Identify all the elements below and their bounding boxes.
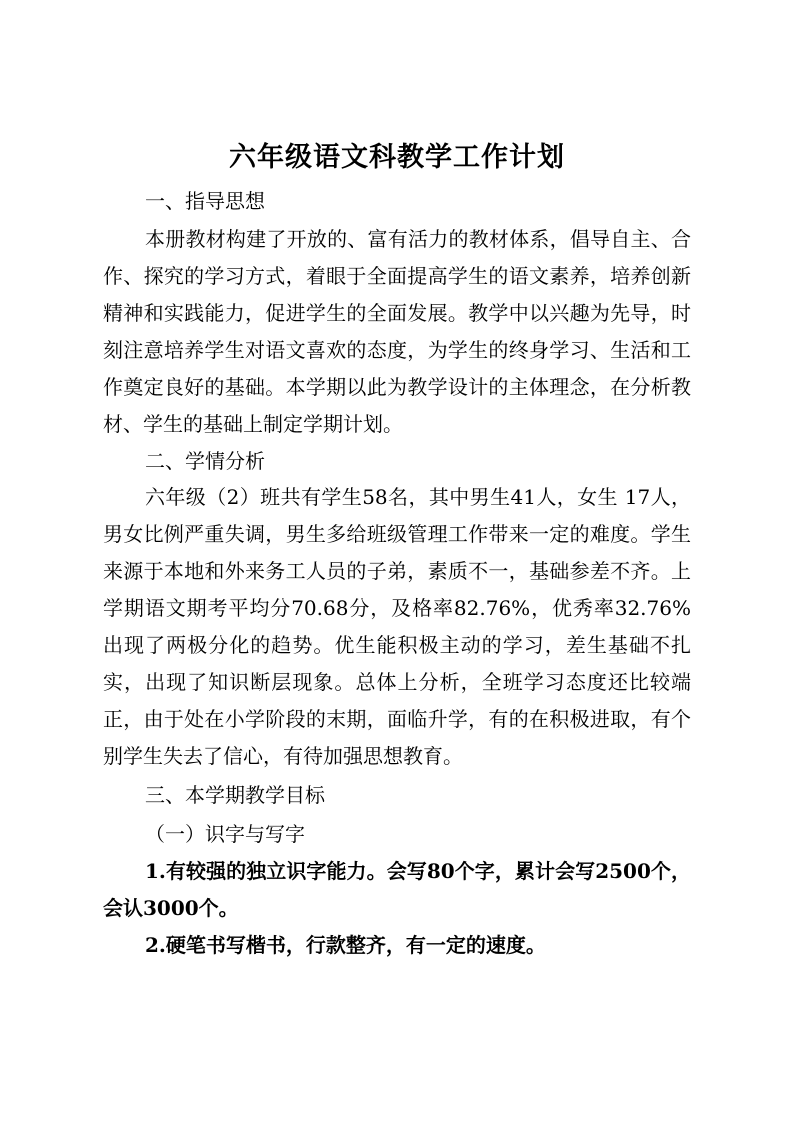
goal-item: 2.硬笔书写楷书，行款整齐，有一定的速度。 [145, 933, 546, 957]
section-heading-student-analysis: 二、学情分析 [145, 449, 265, 473]
goal-item: 1.有较强的独立识字能力。会写80个字，累计会写2500个，会认3000个。 [103, 859, 691, 920]
section-paragraph-guiding-ideology: 本册教材构建了开放的、富有活力的教材体系，倡导自主、合作、探究的学习方式，着眼于全面提高学生的语文素养，培养创新精神和实践能力，促进学生的全面发展。教学中以兴趣为先导，时刻注意培养学生对语文喜欢的态度，为学生的终身学习、生活和工作奠定良好的基础。本学期以此为教学设计的主体理念，在分析教材、学生的基础上制定学期计划。 [103, 227, 691, 436]
subheading-literacy-writing: （一）识字与写字 [145, 822, 305, 846]
section-heading-guiding-ideology: 一、指导思想 [145, 189, 265, 213]
section-paragraph-student-analysis: 六年级（2）班共有学生58名，其中男生41人，女生 17人，男女比例严重失调，男生多给班级管理工作带来一定的难度。学生来源于本地和外来务工人员的子弟，素质不一，基础参差不齐。上学期语文期考平均分70.68分，及格率82.76%，优秀率32.76%出现了两极分化的趋势。优生能积极主动的学习，差生基础不扎实，出现了知识断层现象。总体上分析，全班学习态度还比较端正，由于处在小学阶段的末期，面临升学，有的在积极进取，有个别学生失去了信心，有待加强思想教育。 [103, 485, 691, 768]
section-heading-teaching-goals: 三、本学期教学目标 [145, 783, 325, 807]
document-title: 六年级语文科教学工作计划 [229, 142, 565, 173]
